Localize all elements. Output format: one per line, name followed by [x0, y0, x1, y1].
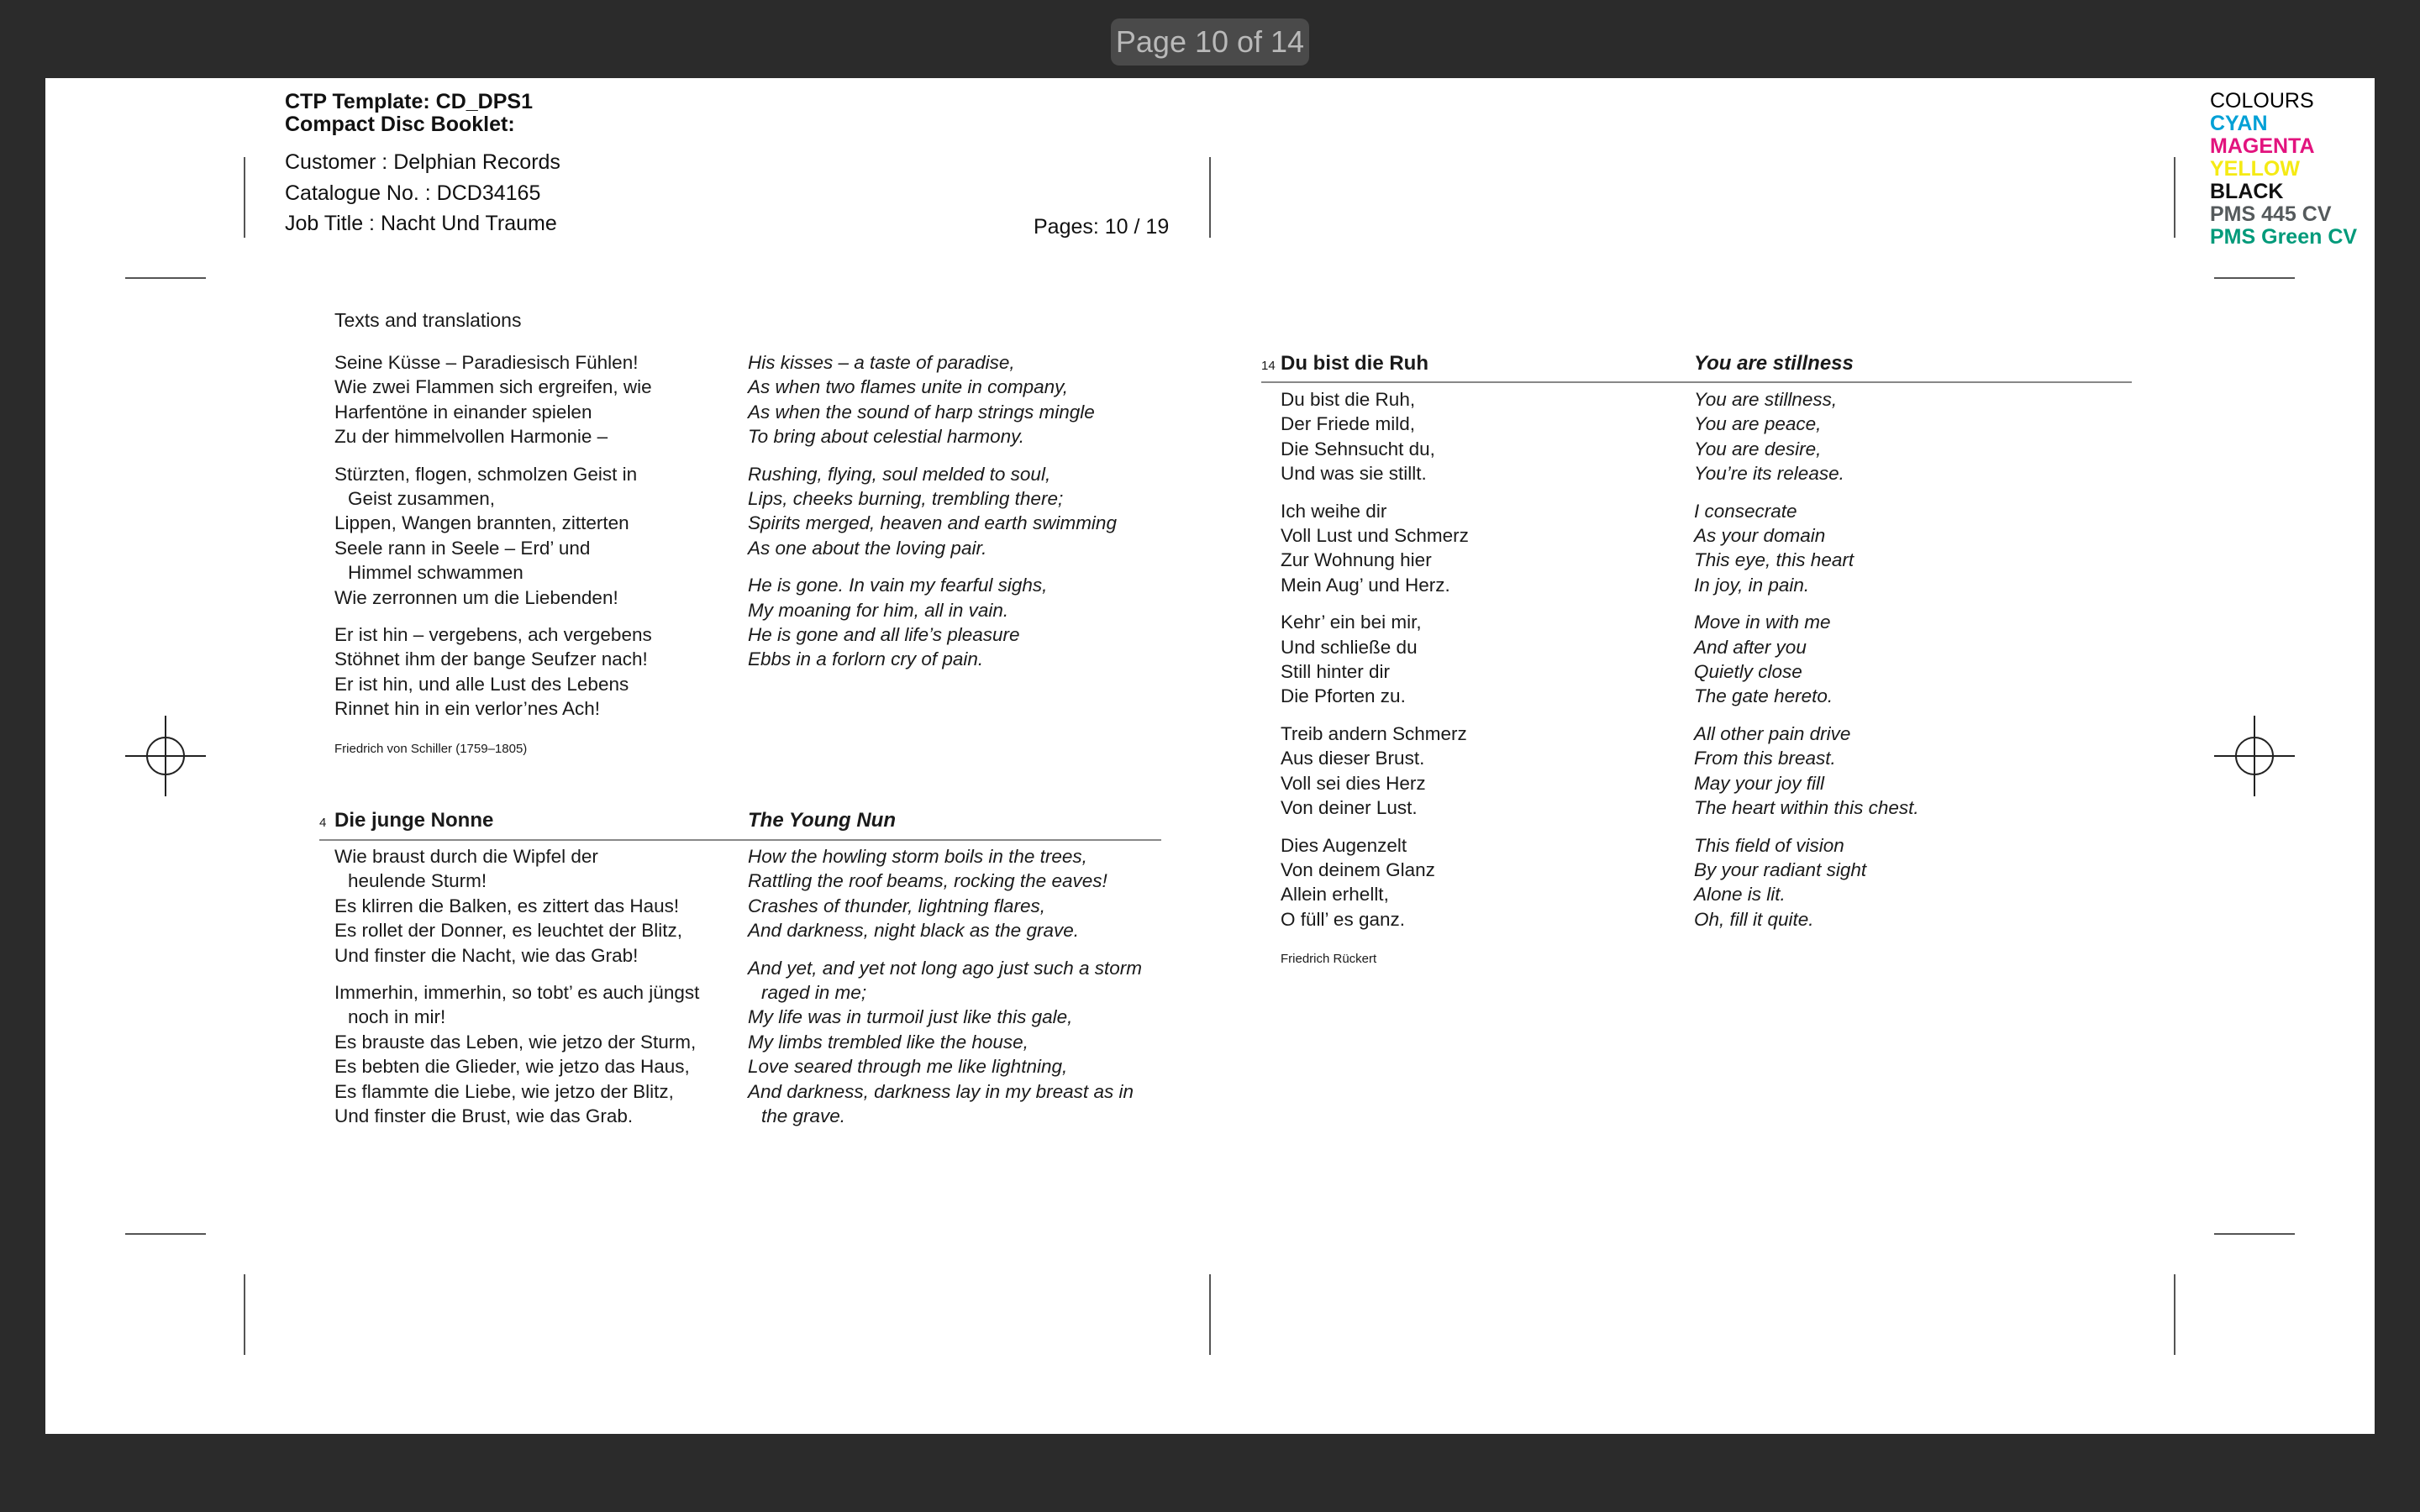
fold-mark	[1209, 157, 1211, 238]
section-title: Texts and translations	[334, 309, 522, 331]
verse-line: Die Pforten zu.	[1281, 685, 1406, 707]
verse-line: Seele rann in Seele – Erd’ und	[334, 537, 591, 559]
booklet-line: Compact Disc Booklet:	[285, 113, 515, 136]
verse-line: Alone is lit.	[1694, 884, 1786, 906]
song-title-english: The Young Nun	[748, 809, 896, 832]
verse-line: My life was in turmoil just like this gale,	[748, 1006, 1073, 1028]
verse-line: Rushing, flying, soul melded to soul,	[748, 463, 1051, 485]
stanza	[1281, 387, 1684, 486]
poem-english-column	[748, 350, 1160, 685]
verse-line: Mein Aug’ und Herz.	[1281, 574, 1450, 596]
verse-line: And darkness, darkness lay in my breast as in	[748, 1080, 1134, 1102]
verse-line: Harfentöne in einander spielen	[334, 401, 592, 423]
stanza	[748, 956, 1168, 1129]
verse-line: Die Sehnsucht du,	[1281, 438, 1435, 459]
verse-line: raged in me;	[761, 982, 867, 1004]
template-line: CTP Template: CD_DPS1	[285, 90, 533, 113]
customer-line: Customer : Delphian Records	[285, 150, 560, 174]
crop-mark	[125, 1233, 206, 1235]
song-title: Die junge Nonne	[334, 809, 494, 832]
track-number: 14	[1261, 359, 1276, 373]
verse-line: Spirits merged, heaven and earth swimming	[748, 512, 1117, 534]
verse-line: May your joy fill	[1694, 772, 1825, 794]
crop-mark	[2214, 277, 2295, 279]
verse-line: He is gone. In vain my fearful sighs,	[748, 575, 1048, 596]
verse-line: You are stillness,	[1694, 389, 1838, 410]
registration-mark-icon	[2214, 716, 2295, 796]
stanza	[334, 980, 738, 1128]
verse-line: Er ist hin – vergebens, ach vergebens	[334, 624, 652, 646]
verse-line: Es rollet der Donner, es leuchtet der Blitz,	[334, 920, 682, 942]
verse-line: Voll Lust und Schmerz	[1281, 525, 1469, 547]
verse-line: O füll’ es ganz.	[1281, 908, 1405, 930]
verse-line: heulende Sturm!	[348, 870, 487, 892]
verse-line: Du bist die Ruh,	[1281, 389, 1416, 410]
verse-line: Quietly close	[1694, 661, 1802, 683]
verse-line: Es flammte die Liebe, wie jetzo der Blitz,	[334, 1080, 674, 1102]
verse-line: You are desire,	[1694, 438, 1822, 459]
stanza	[334, 350, 738, 449]
verse-line: Lippen, Wangen brannten, zitterten	[334, 512, 629, 534]
verse-line: Himmel schwammen	[348, 562, 523, 584]
song-title-english: You are stillness	[1694, 352, 1854, 375]
colour-key-item: BLACK	[2210, 180, 2284, 203]
verse-line: And yet, and yet not long ago just such a storm	[748, 957, 1143, 979]
verse-line: Rinnet hin in ein verlor’nes Ach!	[334, 698, 601, 720]
registration-mark-icon	[125, 716, 206, 796]
stanza	[334, 844, 738, 968]
verse-line: Zu der himmelvollen Harmonie –	[334, 426, 608, 448]
stanza	[334, 622, 738, 722]
verse-line: Der Friede mild,	[1281, 413, 1416, 435]
verse-line: Crashes of thunder, lightning flares,	[748, 895, 1045, 916]
crop-mark	[125, 277, 206, 279]
verse-line: All other pain drive	[1694, 722, 1851, 744]
verse-line: This eye, this heart	[1694, 549, 1854, 571]
verse-line: Von deiner Lust.	[1281, 797, 1418, 819]
verse-line: Oh, fill it quite.	[1694, 908, 1814, 930]
verse-line: As when the sound of harp strings mingle	[748, 401, 1095, 423]
verse-line: Es bebten die Glieder, wie jetzo das Haus,	[334, 1056, 690, 1078]
stanza	[748, 462, 1160, 561]
verse-line: Move in with me	[1694, 612, 1831, 633]
colour-key-item: CYAN	[2210, 112, 2268, 135]
stanza	[748, 573, 1160, 672]
verse-line: I consecrate	[1694, 500, 1797, 522]
song-english-column	[748, 844, 1168, 1141]
stanza	[748, 350, 1160, 449]
verse-line: Und was sie stillt.	[1281, 463, 1427, 485]
pages-label: Pages: 10 / 19	[1034, 215, 1170, 239]
verse-line: And darkness, night black as the grave.	[748, 920, 1079, 942]
stanza	[748, 844, 1168, 943]
verse-line: Immerhin, immerhin, so tobt’ es auch jüngst	[334, 982, 700, 1004]
verse-line: Dies Augenzelt	[1281, 834, 1407, 856]
verse-line: Ich weihe dir	[1281, 500, 1387, 522]
verse-line: Ebbs in a forlorn cry of pain.	[748, 648, 984, 670]
poet-credit: Friedrich Rückert	[1281, 952, 1377, 966]
page-indicator: Page 10 of 14	[1111, 18, 1309, 66]
stanza	[1281, 499, 1684, 598]
catalogue-line: Catalogue No. : DCD34165	[285, 181, 541, 205]
colour-key-item: PMS Green CV	[2210, 225, 2358, 249]
poem-german-column	[334, 350, 738, 734]
verse-line: Allein erhellt,	[1281, 884, 1389, 906]
verse-line: Von deinem Glanz	[1281, 858, 1435, 880]
verse-line: And after you	[1694, 636, 1807, 658]
verse-line: Seine Küsse – Paradiesisch Fühlen!	[334, 352, 639, 373]
song-german-column	[1281, 387, 1684, 944]
colour-key-item: PMS 445 CV	[2210, 202, 2332, 226]
fold-mark	[1209, 1274, 1211, 1355]
verse-line: Wie zerronnen um die Liebenden!	[334, 586, 618, 608]
verse-line: As when two flames unite in company,	[748, 376, 1069, 398]
verse-line: By your radiant sight	[1694, 858, 1867, 880]
verse-line: From this breast.	[1694, 748, 1836, 769]
verse-line: He is gone and all life’s pleasure	[748, 624, 1020, 646]
verse-line: Voll sei dies Herz	[1281, 772, 1426, 794]
stanza	[1694, 722, 2114, 821]
verse-line: Aus dieser Brust.	[1281, 748, 1425, 769]
colour-key-heading: COLOURS	[2210, 89, 2314, 113]
crop-mark	[2174, 1274, 2175, 1355]
song-english-column	[1694, 387, 2114, 944]
verse-line: Stürzten, flogen, schmolzen Geist in	[334, 463, 638, 485]
verse-line: The heart within this chest.	[1694, 797, 1919, 819]
stanza	[1694, 833, 2114, 932]
verse-line: Und schließe du	[1281, 636, 1418, 658]
track-number: 4	[319, 816, 327, 830]
verse-line: Es brauste das Leben, wie jetzo der Sturm,	[334, 1031, 697, 1053]
crop-mark	[2214, 1233, 2295, 1235]
song-german-column	[334, 844, 738, 1141]
verse-line: noch in mir!	[348, 1006, 446, 1028]
verse-line: As one about the loving pair.	[748, 537, 987, 559]
verse-line: Rattling the roof beams, rocking the eaves!	[748, 870, 1107, 892]
title-rule	[319, 839, 1161, 841]
stanza	[334, 462, 738, 610]
poet-credit: Friedrich von Schiller (1759–1805)	[334, 742, 528, 756]
verse-line: In joy, in pain.	[1694, 574, 1810, 596]
verse-line: Love seared through me like lightning,	[748, 1056, 1068, 1078]
verse-line: Stöhnet ihm der bange Seufzer nach!	[334, 648, 648, 670]
colour-key-item: MAGENTA	[2210, 134, 2315, 158]
verse-line: My limbs trembled like the house,	[748, 1031, 1028, 1053]
stanza	[1694, 387, 2114, 486]
verse-line: Wie zwei Flammen sich ergreifen, wie	[334, 376, 652, 398]
pdf-page	[45, 78, 2375, 1434]
stanza	[1694, 610, 2114, 709]
crop-mark	[2174, 157, 2175, 238]
verse-line: Still hinter dir	[1281, 661, 1391, 683]
colour-key-item: YELLOW	[2210, 157, 2300, 181]
verse-line: His kisses – a taste of paradise,	[748, 352, 1015, 373]
verse-line: Lips, cheeks burning, trembling there;	[748, 488, 1064, 510]
verse-line: Geist zusammen,	[348, 488, 496, 510]
verse-line: The gate hereto.	[1694, 685, 1833, 707]
verse-line: Und finster die Nacht, wie das Grab!	[334, 944, 639, 966]
verse-line: Treib andern Schmerz	[1281, 722, 1467, 744]
verse-line: To bring about celestial harmony.	[748, 426, 1024, 448]
crop-mark	[244, 157, 245, 238]
verse-line: Es klirren die Balken, es zittert das Haus!	[334, 895, 680, 916]
verse-line: My moaning for him, all in vain.	[748, 599, 1009, 621]
verse-line: This field of vision	[1694, 834, 1844, 856]
verse-line: Kehr’ ein bei mir,	[1281, 612, 1422, 633]
verse-line: the grave.	[761, 1105, 846, 1127]
stanza	[1281, 722, 1684, 821]
verse-line: Wie braust durch die Wipfel der	[334, 846, 598, 867]
colour-key	[2210, 90, 2357, 249]
verse-line: You are peace,	[1694, 413, 1822, 435]
title-rule	[1261, 381, 2132, 383]
stanza	[1694, 499, 2114, 598]
verse-line: How the howling storm boils in the trees,	[748, 846, 1087, 867]
verse-line: Zur Wohnung hier	[1281, 549, 1432, 571]
song-title: Du bist die Ruh	[1281, 352, 1428, 375]
stanza	[1281, 833, 1684, 932]
job-title-line: Job Title : Nacht Und Traume	[285, 212, 557, 235]
crop-mark	[244, 1274, 245, 1355]
verse-line: You’re its release.	[1694, 463, 1844, 485]
stanza	[1281, 610, 1684, 709]
verse-line: Und finster die Brust, wie das Grab.	[334, 1105, 634, 1127]
verse-line: Er ist hin, und alle Lust des Lebens	[334, 673, 629, 695]
verse-line: As your domain	[1694, 525, 1826, 547]
